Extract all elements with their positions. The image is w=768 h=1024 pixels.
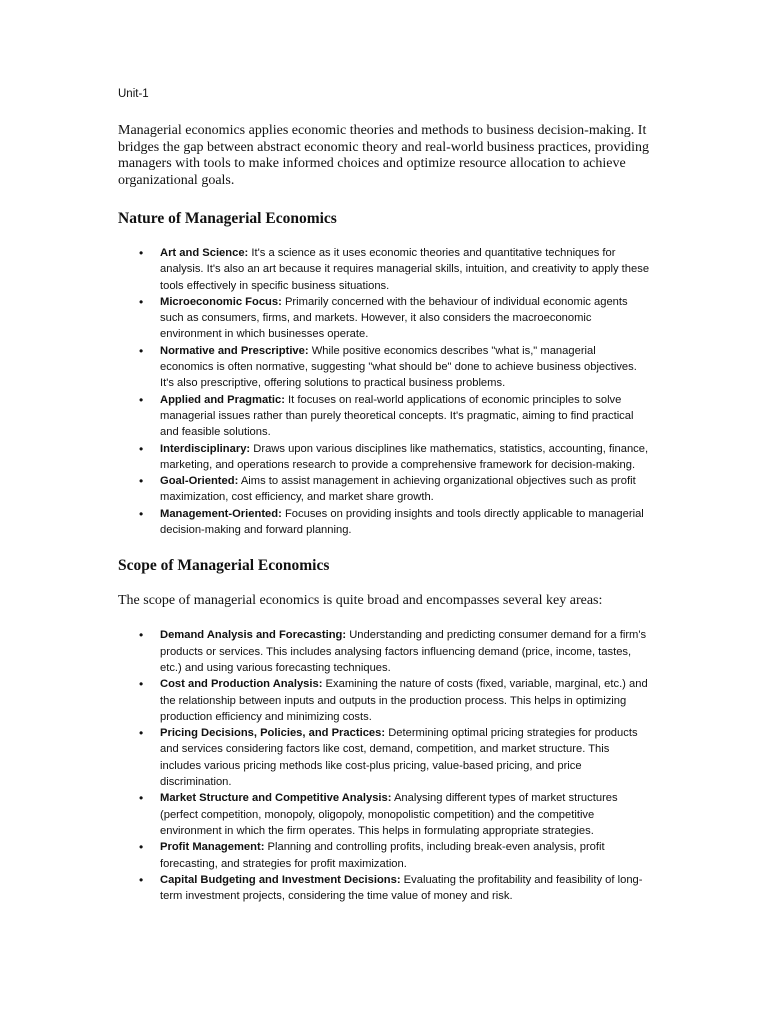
list-item-term: Profit Management: — [160, 841, 265, 854]
list-item — [118, 441, 650, 474]
list-item-text: Primarily concerned with the behaviour of individual economic agents such as consumers, firms, and markets. However, it also considers the macroeconomic environment in which businesses operate. — [160, 295, 628, 341]
list-item-text: Draws upon various disciplines like mathematics, statistics, accounting, finance, marketing, and operations research to provide a comprehensive framework for decision-making. — [160, 442, 649, 471]
list-item-term: Management-Oriented: — [160, 507, 282, 520]
list-item-text: Evaluating the profitability and feasibility of long-term investment projects, considering the time value of money and risk. — [160, 873, 643, 903]
list-item — [118, 392, 650, 441]
list-item — [118, 839, 650, 872]
list-item — [118, 245, 650, 294]
list-item-term: Cost and Production Analysis: — [160, 678, 323, 691]
list-item-term: Capital Budgeting and Investment Decisions: — [160, 873, 401, 886]
list-item — [118, 627, 650, 676]
list-item-text: Analysing different types of market structures (perfect competition, monopoly, oligopoly, monopolistic competition) and the competitive environment in which the firm operates. This helps in formulating appropriate strategies. — [160, 792, 618, 837]
unit-label: Unit-1 — [118, 88, 149, 100]
list-item-term: Applied and Pragmatic: — [160, 393, 285, 406]
list-item-text: Determining optimal pricing strategies for products and services considering factors like cost, demand, competition, and market structure. This includes various pricing methods like cost-plus pricing, value-based pricing, and price discrimination. — [160, 727, 638, 789]
list-item-text: It's a science as it uses economic theories and quantitative techniques for analysis. It's also an art because it requires managerial skills, intuition, and creativity to apply these tools effectively in specific business situations. — [160, 247, 650, 292]
list-item-term: Interdisciplinary: — [160, 442, 251, 455]
list-item — [118, 790, 650, 839]
list-item — [118, 343, 650, 392]
list-item-text: While positive economics describes "what is," managerial economics is often normative, suggesting "what should be" done to achieve business objectives. It's also prescriptive, offering solutions to practical business problems. — [160, 344, 637, 390]
list-item-term: Pricing Decisions, Policies, and Practices: — [160, 727, 386, 740]
list-item-text: Planning and controlling profits, including break-even analysis, profit forecasting, and strategies for profit maximization. — [160, 841, 605, 870]
list-item-text: Aims to assist management in achieving organizational objectives such as profit maximization, cost efficiency, and market share growth. — [160, 475, 636, 504]
scope-lead: The scope of managerial economics is quite broad and encompasses several key areas: — [118, 593, 603, 609]
list-item-term: Market Structure and Competitive Analysis: — [160, 792, 392, 805]
list-item-text: Examining the nature of costs (fixed, variable, marginal, etc.) and the relationship between inputs and outputs in the production process. This helps in optimizing production efficiency and minimizing costs. — [160, 678, 648, 723]
list-item-term: Microeconomic Focus: — [160, 295, 282, 308]
list-item-text: It focuses on real-world applications of economic principles to solve managerial issues rather than purely theoretical concepts. It's pragmatic, aiming to find practical and feasible solutions. — [160, 393, 634, 439]
scope-list — [118, 627, 650, 904]
list-item-term: Demand Analysis and Forecasting: — [160, 629, 347, 642]
list-item — [118, 506, 650, 539]
nature-list — [118, 245, 650, 538]
intro-paragraph: Managerial economics applies economic theories and methods to business decision-making. It bridges the gap between abstract economic theory and real-world business practices, providing managers with tools to make informed choices and optimize resource allocation to achieve organizational goals. — [118, 123, 650, 188]
document-page — [118, 86, 650, 904]
list-item-term: Normative and Prescriptive: — [160, 344, 309, 357]
list-item-term: Goal-Oriented: — [160, 475, 239, 488]
list-item — [118, 725, 650, 790]
list-item-term: Art and Science: — [160, 247, 249, 259]
list-item — [118, 872, 650, 905]
list-item — [118, 676, 650, 725]
scope-heading: Scope of Managerial Economics — [118, 557, 330, 575]
list-item-text: Understanding and predicting consumer demand for a firm's products or services. This includes analysing factors influencing demand (price, income, tastes, etc.) and using various forecasting techniques. — [160, 629, 647, 674]
list-item — [118, 294, 650, 343]
nature-heading: Nature of Managerial Economics — [118, 210, 337, 227]
list-item — [118, 473, 650, 506]
list-item-text: Focuses on providing insights and tools directly applicable to managerial decision-making and forward planning. — [160, 507, 644, 537]
